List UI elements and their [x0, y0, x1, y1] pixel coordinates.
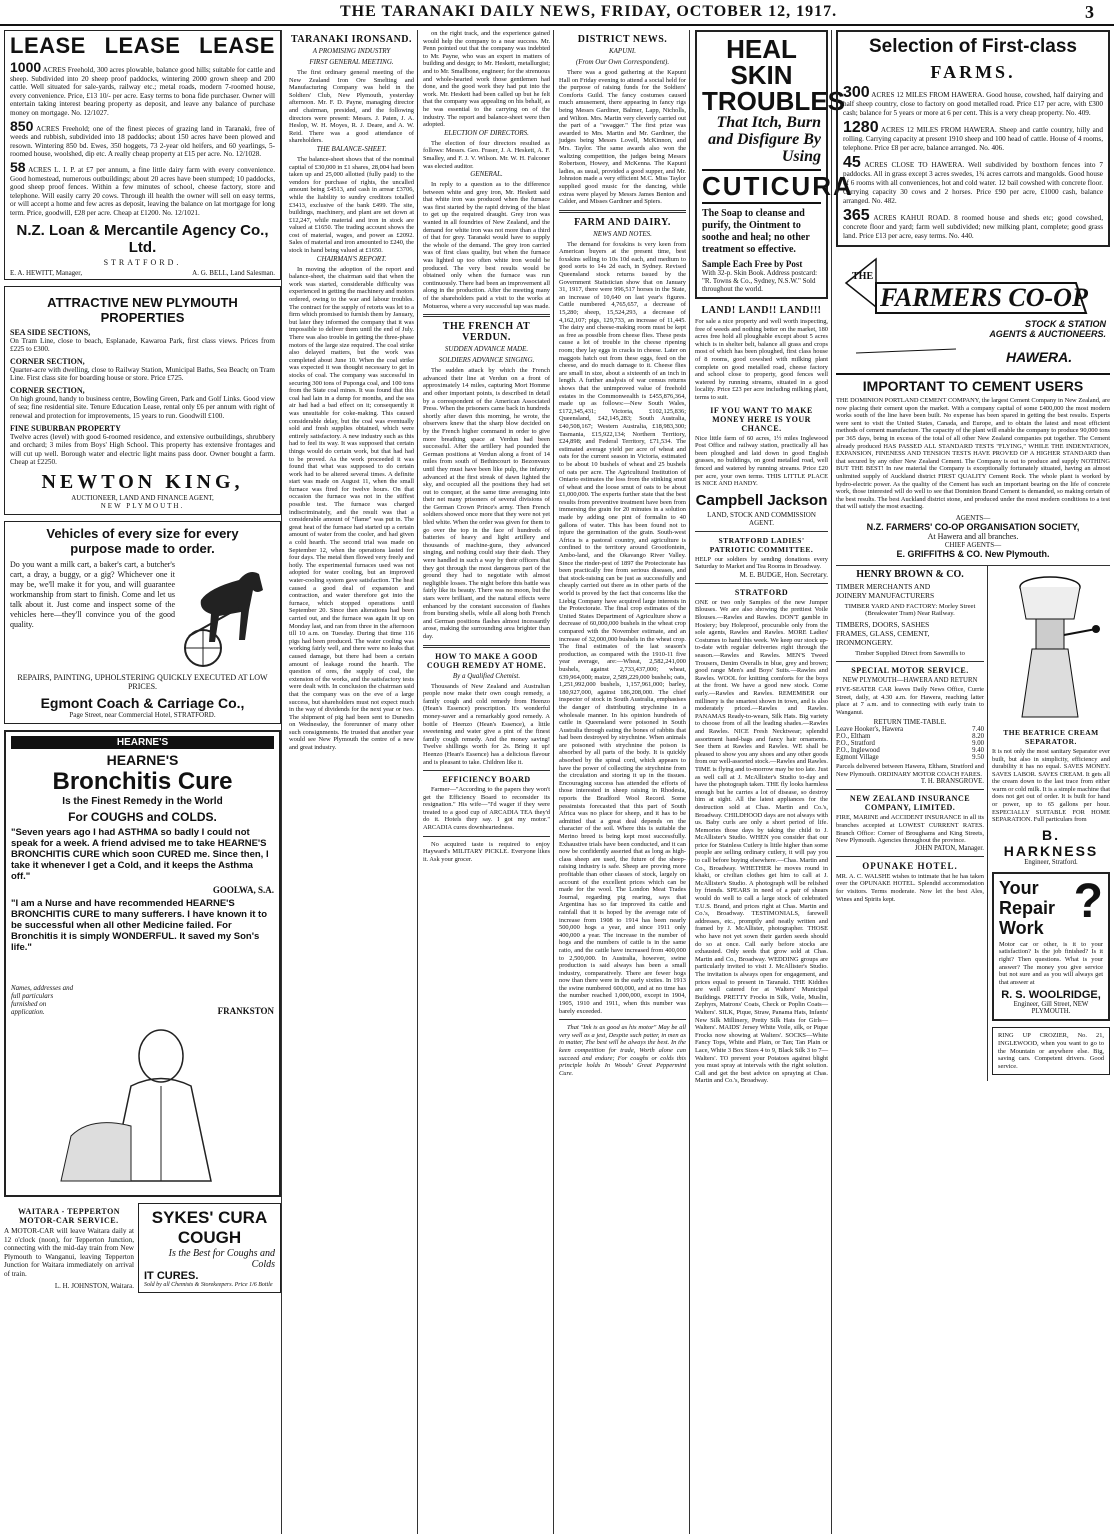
timetable-stop: P.O., Inglewood [836, 747, 880, 755]
motor-service-route: NEW PLYMOUTH—HAWERA AND RETURN [842, 676, 978, 684]
newton-king-name: NEWTON KING, [41, 471, 244, 494]
farm-description: ACRES 12 MILES FROM HAWERA. Sheep and cattle country, hilly and rolling. Carrying capacity at present 1910 sheep and 100 head of cattle. House of 4 rooms, telephone. Price £8 per acre, balance arranged. No. 406. [843, 126, 1103, 152]
hearnes-banner: HEARNE'S [11, 736, 274, 749]
article-subhead: SOLDIERS ADVANCE SINGING. [438, 356, 535, 365]
farm-listing [843, 119, 1103, 153]
ladies-committee-title: STRATFORD LADIES' PATRIOTIC COMMITTEE. [709, 535, 814, 554]
farm-acres: 1280 [843, 119, 879, 136]
col6-lower-right [988, 566, 1110, 1081]
ladies-committee-body: HELP our soldiers by sending donations every Saturday to Market and Tea Rooms in Broadway. [695, 555, 828, 571]
agency-name: N.Z. Loan & Mercantile Agency Co., Ltd. [16, 221, 269, 256]
waitara-advert [4, 1203, 134, 1293]
farm-listing [843, 154, 1103, 206]
lot-listing [10, 117, 275, 159]
farm-description: ACRES KAHUI ROAD. 8 roomed house and sheds etc; good cowshed, concrete floor and yard; farm well subdivided; new milking plant, complete; good grass land. Price £13 per acre, easy terms. No. 440. [843, 214, 1103, 240]
cart-horse-illustration [179, 560, 275, 670]
lot-description: ACRES Freehold; one of the finest pieces of grazing land in Taranaki, free of weeds and rubbish, subdivided into 18 paddocks; about 150 acres have been plowed and resown. Wintering 850 bd. Ewes, 350 hoggets, 73 2-year old heifers, and 60 yearlings, 5-roomed house, woolshed, dip etc. A really cheap property at £15 per acre. No. 12/1028. [10, 124, 275, 159]
opportunity-headline: IF YOU WANT TO MAKE MONEY HERE IS YOUR CHANCE. [710, 405, 813, 433]
farm-acres: 300 [843, 84, 870, 101]
column-3 [420, 30, 554, 1534]
property-section [10, 386, 275, 421]
new-plymouth-properties-advert [4, 286, 281, 516]
farm-listing [843, 207, 1103, 241]
sykes-tagline: Is the Best for Coughs and Colds [168, 1248, 275, 1271]
newton-king-title: AUCTIONEER, LAND AND FINANCE AGENT, [71, 494, 214, 503]
agency-manager: E. A. HEWITT, Manager, [10, 268, 83, 277]
article-paragraph: In reply to a question as to the difference between white and grey iron, Mr. Heskett said that white iron was produced when the furnace was first started by the rapid driving of the blast to get up the required draught. Grey iron was wanted in all foundries of New Zealand, and the demand for white iron was not more than a third of that for grey. Taranaki would have to supply the whole of the demand. The grey iron carried was of first class quality, but when the furnace was lighted up too often white iron would be produced. The very best results would be obtained only when the furnace was run continuously. There had been an improvement all along in the production. After the meeting many of the shareholders paid a visit to the works at Motueroa, where a very successful tap was made. [423, 181, 550, 310]
article-headline: TARANAKI IRONSAND. [290, 34, 413, 45]
timetable-time: 9.40 [972, 747, 984, 755]
timetable-time: 9.00 [972, 740, 984, 748]
lease-heading [10, 33, 275, 59]
ladies-committee-sign: M. E. BUDGE, Hon. Secretary. [739, 570, 828, 579]
timetable-row [836, 733, 984, 740]
coop-the: THE [852, 271, 874, 282]
cement-agents: AGENTS— [955, 513, 991, 522]
vehicles-advert [4, 521, 281, 724]
vehicles-title-line2: purpose made to order. [70, 541, 215, 557]
lot-description: ACRES L. I. P. at £7 per annum, a fine little dairy farm with every convenience. Good homestead, numerous outbuildings; about 20 acres have been stumped; 10 paddocks, good sheep proof fences. Within a few minutes of school, cheese factory, store and telephone. Will easily carry 20 cows. Through ill health the owner will sell on easy terms, or will accept a home and few acres as deposit, leaving the balance on lat mortgage for long term. Price, goodwill, £28 per acre. Cheap at £1200. No. 12/1021. [10, 165, 275, 217]
article-headline: THE FRENCH AT VERDUN. [442, 321, 531, 344]
article-subhead: A PROMISING INDUSTRY [312, 47, 391, 55]
lease-word: LEASE [104, 33, 181, 58]
lot-description: ACRES Freehold, 300 acres plowable, balance good hills; suitable for cattle and sheep. Subdivided into 20 sheep proof paddocks, wintering 2000 grown sheep and 200 cattle. Well situated for sale-yards, railway etc.; metal roads, modern 7-roomed house, every convenience. Price, £13 10/- per acre. Easy terms to bona fide purchaser. Owner will entertain taking interest bearing property as deposit, and leave any balance of purchase money on mortgage. No. 12/1027. [10, 66, 275, 117]
waitara-body: A MOTOR-CAR will leave Waitara daily at 12 o'clock (noon), for Tepperton Junction, connecting with the mid-day train from New Plymouth to Wanganui, leaving Tepperton Junction for Waitara immediately on arrival of train. [4, 1227, 134, 1278]
sykes-advert [138, 1203, 281, 1293]
cuticura-tagline: That Itch, Burn and Disfigure By Using [708, 114, 821, 165]
timetable-row [836, 726, 984, 733]
property-section [10, 328, 275, 354]
article-paragraph: The balance-sheet shows that of the nominal capital of £30,000 in £1 shares, 28,004 had been taken up and 25,000 allotted (fully paid) to the vendors for purchase of rights, the uncalled amount being £4513, and cash in arrear £3706, while the liability to sundry creditors totalled £3413, exclusive of the bank £499. The site, buildings, machinery, and plant are set down at £12,247, while material and iron in stock are valued at £1650. The trading account shows the cost of material, wages, and power as £2092. Sales of material and iron amounted to £240, the stock in hand being valued at £1650. [289, 155, 414, 255]
farms-subtitle: FARMS. [930, 62, 1016, 82]
lease-word: LEASE [10, 33, 86, 58]
testimonial-note: Names, addresses and full particulars furnished on application. [11, 984, 74, 1017]
article-subhead: FIRST GENERAL MEETING. [309, 58, 394, 66]
cuticura-sample: Sample Each Free by Post [702, 259, 803, 269]
farm-acres: 45 [843, 154, 861, 171]
timetable-row [836, 754, 984, 761]
farmers-coop-logo [836, 253, 1110, 373]
lot-acres: 850 [10, 117, 34, 134]
testimonial-place: FRANKSTON [217, 1006, 274, 1017]
campbell-jackson-name: Campbell Jackson [695, 491, 828, 509]
cuticura-brand: CUTICURA [702, 169, 821, 204]
beatrice-body: It is not only the most sanitary Separator ever built, but also in simplicity, efficiency and durability it has no equal. SAVES MONEY. SAVES LABOR. SAVES CREAM. It gets all the cream down to the last trace from either warm or cold milk. It is a simple machine that does not get out of order. It is built for hand or power, up to 65 gallons per hour. ESPECIALLY SUITABLE FOR HOME SEPARATION. Full particulars from [992, 747, 1110, 824]
land-headline: LAND! LAND!! LAND!!! [701, 305, 822, 316]
section-text: On Tram Line, close to beach, Esplanade, Kawaroa Park, first class views. Prices from £225 to £300. [10, 336, 275, 354]
article-paragraph: The demand for foxskins is very keen from American buyers at the present time, best foxskins selling to 10s 10d each, and medium to good sorts to 14s 2d each, in Sydney. Revised Queensland stock returns issued by the Government Statistician show that on January 31, 1917, there were 996,517 horses in the State, an increase of 10,640 on last year's figures. Cattle numbered 4,765,657, a decrease of 15,280; sheep, 15,524,293, a decrease of 4,162,107; pigs, 129,733, an increase of 11,445. The dairy and cheese-making room must be kept as free as possible from cheese flies. These pests cause a lot of trouble in the cheese ripening room; they lay eggs in cracks in cheese. Later on maggots hatch out from these eggs, feed on the cheese, and do much damage to it. Cheese flies are small in size, about a sixteenth of an inch in length. A further analysis of war census returns shows that the unimproved value of freehold estates in the Commonwealth is £455,876,364, made up as follows:—New South Wales, £172,345,431; Victoria, £102,125,836; Queensland, £42,145,283; South Australia, £40,508,167; Western Australia, £18,983,300; Tasmania, £15,922,134; Northern Territory, £24,898; and Federal Territory, £71,534. The estimated average yield per acre of wheat and oats for the current season in Victoria, estimated to be about 10 bushels of wheat and 25 bushels of oats per acre. The Agricultural Institution of Ontario estimates the loss from the stinking smut of wheat and the loose smut of oats to be about £1,000,000. The experts further state that the best results from preventive treatment have been from immersing the grain for 20 minutes in a solution made by adding one pint of formalin to 40 gallons of water. This has been found not to injure the germination of the grain. South-west Africa is a pastoral country, and agriculture is confined to the territory around Grootfontein, Ambo-land, and the Okavango River Valley. Since the rinder-pest of 1897 the Protectorate has been practically free from serious diseases, and that stock-raising can be just as successfully and cheaply carried out there as in other parts of the world is proved by the fact that concerns like the Liebig Company have acquired large interests in the Protectorate. The final crop estimates of the United States Department of Agriculture show a decrease of 60,000,000 bushels in the wheat crop compared with the November estimate, and an increase of 32,000,000 bushels in the wheat crop. The final estimates of the last season's production, as compared with the 1910-11 five year average, are:—Wheat, 2,582,241,000 bushels, against 2,733,437,000; wheat, 639,964,000; maize, 2,589,229,000 bushels; oats, 1,251,992,000 bushels, 1,157,961,000; barley, 180,927,000, against 186,208,000. The chief inspector of stock in South Australia, emphasises the danger of distributing strychnine in a wholesale manner. In his opinion hundreds of cattle in Queensland were poisoned in South Australia through eating the bones of rabbits that had been destroyed by strychnine. When animals are poisoned with strychnine the poison is absorbed by all parts of the body. It is quickly absorbed by the spinal cord, which appears to have the power of collecting the strychnine from the circulation and storing it up in the tissues. Encouraging success has attended the efforts of those interested in sheep raising in Rhodesia, reports the Bradford Wool Record. Some pessimists forecasted that this part of South Africa was no place for sheep, and it has to be admitted that a great deal depends on the character of the soil. Where this is suitable the Merino breed is being kept most successfully. Exhaustive trials have been conducted, and it can now be confidently asserted that as long as high-class sheep are used, the future of the sheep-raising industry is safe. Sheep are proving more profitable than other classes of stock, largely on account of the excellent prices which can be made for the wool. The London Meat Trades Journal, regarding pig rearing, says that Argentina has so far improved its cattle and rainfall that it is hoped by the average rate of increase from 1908 to 1914 has been nearly 500,000 hogs a year, and since 1911 only 400,000 a year. The increase in the number of hogs and the numbers of cattle is in the same ratio, and the cattle have increased from 400,000 to 2,500,000. In Australia, however, swine production is said always has been a small industry, comparatively. There are fewer hogs now than there were in the early sixties. In 1913 the swine numbered 600,000, and at no time has the number reached 1,000,000, except in 1904, 1905, 1910 and 1911, when this number was barely exceeded. [559, 240, 686, 1015]
timetable-time: 7.40 [972, 726, 984, 734]
sykes-cures: IT CURES. [144, 1270, 199, 1283]
harkness-name: B. HARKNESS [1003, 826, 1099, 859]
section-heading: CORNER SECTION, [10, 356, 85, 366]
egmont-coach-name: Egmont Coach & Carriage Co., [40, 695, 245, 712]
motor-service-sign: T. H. BRANSGROVE. [920, 778, 984, 786]
henry-brown-goods: FRAMES, GLASS, CEMENT, [836, 628, 930, 638]
cuticura-address: With 32-p. Skin Book. Address postcard: "R. Towns & Co., Sydney, N.S.W." Sold throughout the world. [702, 269, 818, 293]
lease-advert [4, 30, 281, 280]
opunake-body: MR. A. C. WALSHE wishes to intimate that he has taken over the OPUNAKE HOTEL. Splendid accommodation for visitors. Terms moderate. Now let the best Ales, Wines and Spirits kept. [836, 872, 984, 903]
cement-branches: At Hawera and all branches. [927, 531, 1019, 541]
cream-separator-illustration [992, 569, 1108, 719]
column-4 [556, 30, 690, 1534]
col1-bottom-row [4, 1203, 281, 1293]
col6-lower-left [836, 566, 988, 1081]
farm-description: ACRES CLOSE TO HAWERA. Well subdivided by boxthorn fences into 7 paddocks. All in grass except 3 acres swedes, 1¾ acres carrots and mangolds. Good house of 6 rooms with all conveniences, hot and cold water. 12 bail cowshed with concrete floor. Carrying capacity 30 cows and 2 horses. Price £90 per acre, £1000 cash, balance arranged. No. 482. [843, 161, 1103, 205]
egmont-address: Page Street, near Commercial Hotel, STRATFORD. [69, 711, 216, 720]
campbell-jackson-sub: LAND, STOCK AND COMMISSION AGENT. [707, 510, 816, 527]
timetable-title: RETURN TIME-TABLE. [873, 718, 947, 727]
farms-title: Selection of First-class [868, 36, 1077, 57]
waitara-title: WAITARA - TEPPERTON MOTOR-CAR SERVICE. [17, 1207, 121, 1226]
hearnes-for: For COUGHS and COLDS. [68, 810, 217, 825]
nz-insurance-title: NEW ZEALAND INSURANCE COMPANY, LIMITED. [849, 794, 971, 813]
repair-sub: Engineer, Gill Street, NEW PLYMOUTH. [1013, 1001, 1089, 1016]
timetable-row [836, 740, 984, 747]
vehicles-title: Vehicles of every size for every [46, 526, 239, 542]
timetable-time: 8.20 [972, 733, 984, 741]
henry-brown-goods: IRONMONGERY. [836, 637, 893, 647]
article-paragraph: The first ordinary general meeting of the New Zealand Iron Ore Smelting and Manufacturing Company was held in the Soldiers' Club, New Plymouth, yesterday afternoon. Mr. F. D. Payne, managing director and chairman, presided, and the following directors were present: Messrs. J. Paten, J. A. Heslop, W. H. Moyes, R. J. Deare, and A. W. Reid. There was a good attendance of shareholders. [289, 69, 414, 145]
opportunity-body: Nice little farm of 60 acres, 1½ miles Inglewood Post Office and railway station, practically all has been ploughed and laid down in good English grasses, no buildings, on good metalled road, well fenced and watered by running streams. Price £20 per acre, your own terms. THIS LITTLE PLACE IS NICE AND HANDY. [695, 434, 828, 488]
page-number: 3 [1085, 2, 1094, 22]
article-byline: (From Our Own Correspondent). [575, 58, 670, 66]
agency-town: STRATFORD. [103, 257, 182, 267]
properties-title: ATTRACTIVE NEW PLYMOUTH PROPERTIES [47, 294, 238, 325]
timetable [836, 726, 984, 761]
cement-society: N.Z. FARMERS' CO-OP ORGANISATION SOCIETY, [866, 521, 1080, 532]
article-paragraph: In moving the adoption of the report and balance-sheet, the chairman said that when the work was started, considerable difficulty was experienced in getting the machinery and motors ordered, owing to the war and labour troubles. The contract for the supply of retorts was let to a firm which promised to furnish them by January, but later they informed the company that it was impossible to deliver them until the end of July. There was also trouble in getting the three-phase motors of the large size required. The coal strike also delayed matters, but the work was completed about June 10. When the coal strike was expected it was thought necessary to get in stocks of coal. The company was successful in securing 300 tons of Puponga coal, and 100 tons from the State coal mines. It was found that this coal had lain in a dump for months, and the sea air had had a bad effect on it; consequently it was unsuitable for coke-making. This caused considerable delay, but the coal was eventually sold and fresh supplies obtained, which were entirely satisfactory. A new industry such as this had to feel its way. It was supposed that certain things would do certain work, but that had had to be proved. As the work proceeded it was found that what was supposed to do certain work had to be altered several times. A definite start was made on August 11, when the small furnace was fired for twelve hours. On that occasion the furnace was not in the stiffest possible test. The furnace was charged indiscriminately, and the result was that a considerable amount of "flame" was put in. The great heat of the furnace had started up a certain amount of water from the cooler, and had given a cold hearth. The second trial was made on September 12, when the operations lasted for four days. The metal then flowed very freely and hotly. The experimental furnaces used was not adopted for water cooling, but an improved water-cooling system gave satisfaction. The heat caused a good deal of expansion and contraction, and water therefore got into the furnace, which stopped operations until September 20. Since then alterations had been carried out, and the furnace was again lit up on Monday last, and ran from three in the afternoon till 10 a.m. on Tuesday. During that time 116 pigs had been produced. The water cooling was working fairly well, and there were no leaks that caused damage, but there had been a certain amount of leakage round the hearth. The question of ores, the supply of coal, the extension of the works, and the satisfactory tests were dealt with. In conclusion the chairman said that the company was on the eve of a large success, but shareholders must not expect much in the way of dividends for the next year or two. The shipment of pig had been sent to Dunedin on Wednesday, the forerunner of many other such consignments. He trusted that another year would see New Plymouth the centre of a new and great industry. [289, 265, 414, 752]
article-paragraph: Farmer—"According to the papers they won't get the Efficiency Board to reconsider its resignation." His wife—"I'd wager if they were treated to a good cup of ARCADIA TEA they'd do it. Hotels they say. I got my motor." ARCADIA cures downheartedness. [423, 786, 550, 832]
cuticura-headline: TROUBLES [702, 86, 845, 116]
cement-title: IMPORTANT TO CEMENT USERS [862, 378, 1084, 394]
vehicles-repairs: REPAIRS, PAINTING, UPHOLSTERING QUICKLY EXECUTED AT LOW PRICES. [17, 673, 268, 692]
land-body: For sale a nice property and well worth inspecting, free of weeds and nothing better on the market, 180 acres free hold all ploughable except about 5 acres which is in shelter belt, balance all grass and crops most of which has been ploughed, first class house of 8 rooms, good cowshed with milking plant complete on good metalled road, cheese factory and school close to property, good fences well watered by running streams, situated in a good locality. Price £23 per acre including milking plant, terms to suit. [695, 318, 828, 401]
article-paragraph: No acquired taste is required to enjoy Hayward's MILITARY PICKLE. Everyone likes it. Ask your grocer. [423, 840, 550, 863]
article-byline: By a Qualified Chemist. [452, 671, 521, 680]
masthead [0, 0, 1114, 26]
nz-insurance-sign: JOHN PATON, Manager. [914, 844, 984, 852]
harkness-sub: Engineer, Stratford. [1024, 858, 1078, 866]
article-subhead: THE BALANCE-SHEET. [316, 144, 387, 153]
property-section [10, 357, 275, 383]
section-heading: SEA SIDE SECTIONS, [10, 327, 91, 337]
article-subhead: ELECTION OF DIRECTORS. [444, 128, 529, 137]
henry-brown-supplied: Timber Supplied Direct from Sawmills to [855, 649, 965, 657]
crozier-body: RING UP CROZIER, No. 21, INGLEWOOD, when you want to go to the Mountain or anywhere else. Big, saving cars. Competent drivers. Good service. [998, 1032, 1104, 1070]
article-subhead: GENERAL. [470, 170, 503, 179]
article-paragraph: There was a good gathering at the Kapuni Hall on Friday evening to attend a social held for the purpose of raising funds for the Soldiers' Comforts Guild. The fancy costumes caused much amusement, there appearing in fancy rigs being Messrs Gardiner, Balmer, Lapp, Nicholls, and Wilton. Mrs. Martin very cleverly carried out the part of a "swagger." The first prize was awarded to Mrs. Martin and Mr. Gardiner, the judges being Messrs Lovell, McKinnon, and Mrs. Taylor. The same awards also won the waltzing competition, the judges being Messrs Robertson, Howey, and McKenna. The Kapuni ladies, as usual, provided a good supper, and Mr. Johnston made a very efficient M.C. Miss Taylor supplied good music for the dancing, while extras were played by Messrs James Benton and Calder, and Misses Gardiner and Spiers. [559, 69, 686, 206]
timetable-stop: P.O., Eltham [836, 733, 871, 741]
farm-listing [843, 84, 1103, 118]
column-6 [836, 30, 1110, 1534]
coop-sub: STOCK & STATION AGENTS & AUCTIONEERS. [989, 319, 1106, 339]
article-paragraph: Thousands of New Zealand and Australian people now make their own cough remedy, a family cough and cold remedy from Heenzo (Hean's Essence) prescription. It's wonderful money-saver and a remarkably good remedy. A bottle of Heenzo (Hean's Essence), a little sweetening and water give a pint of the finest family cough remedy. And the money saving! Twelve shillings worth for 2s. Bring it up! Heenzo (Hean's Essence) has a delicious flavour and is pleasant to take. Children like it. [423, 682, 550, 766]
coop-town: HAWERA. [1006, 349, 1073, 365]
stratford-notices: ONE or two only Samples of the new Jumper Blouses. We are also showing the prettiest Voile Blouses.—Rawles and Rawles. DON'T gamble in Hosiery; buy Holeproof, procurable only from the sole agents, Rawles and Rawles. MORE Ladies' Costumes to hand this week. We keep our stock up-to-date with regular deliveries right through the season.—Rawles and Rawles. MEN'S Tweed Trousers, Denim Overalls in blue, grey and brown; good range Men's and Boys' Suits.—Rawles and Rawles. WOOL for knitting comforts for the boys at the front. We have a good new stock. Come early.—Rawles and Rawles. REMEMBER our millinery is the smartest shown in town, and is also moderately priced.—Rawles and Rawles. PANAMAS Ready-to-wears, Silk Hats. Big variety to choose from of all the leading shades.—Rawles and Rawles. NICE Fresh Necktwear; splendid assortment hand-bags and fancy hair ornaments. See them at Rawles and Rawles. WE shall be pleased to show you any shoes and any other goods from our well-assorted stock.—Rawles and Rawles. TIME is flying and to-morrow may be too late. Just as well call at J. McAllister's Studio to-day and have the photograph taken. THE fly looks harmless enough but he carries a lot of disease, so destroy him at sight. All the latest appliances for the destruction sold at Chas. Martin and Co.'s, Broadway. CHILDHOOD days are not always with us. Baby curls are only a short period of life. Memories those days by taking the child to J. McAllister's Studio. WHEN you consider that our price for Stainless Cutlery is little higher than some people are selling ordinary cutlery, it will pay you to call before buying elsewhere.—Chas. Martin and Co., Broadway. WHETHER he moves round in khaki, or civilian clothes get him to call at J. McAllister's Studio. A photograph will be relished by friends. SPEARS in need of a pair of shears would do well to call a large stock of celebrated T.U.S. Brand, and prices right at Chas. Martin and Co.'s, Broadway. TESTIMONIALS, farewell addresses, etc., promptly and neatly written and framed by J. McAllister, photographer. THOSE who have not yet sown their garden seeds should do so at once. Call early before stocks are exhausted. Only seeds that grow sold at Chas. Martin and Co., Broadway. WEDDING groups are particularly invited to visit J. McAllister's Studio. The invitation is always open for engagement, and prices equal to present in Taranaki. THE Kiddies are well catered for at Walters' Municipal Buildings. PRETTY Frocks in Silk, Voile, Muslin, Zephyrs, Matrons' Coats, Check or Poplin Coats—Walters'. SILK, Pique, Straw, Panama Hats, Infants' New Silk Millinery, Pretty Silk Hats for Girls—Walters'. MAIDS' Jersey White Voile, silk, or Pique Frocks now showing at Walters'. SOCKS—White Fancy Tops, White and Plain, or Tan; Tan Plain or Lace, White 3 Box Sizes 4 to 9, Black Silk 3 to 7—Walters'. TO prevent your Potatoes against blight you must spray at intervals with the right solution. Call and get the best advice on spraying at Chas. Martin and Co.'s, Broadway. [695, 598, 828, 1085]
nz-insurance-body: FIRE, MARINE and ACCIDENT INSURANCE in all its branches accepted at LOWEST CURRENT RATES. Branch Office: Corner of Broughams and King Streets, New Plymouth. Agencies throughout the province. [836, 814, 984, 845]
article-subhead: SUDDEN ADVANCE MADE. [444, 345, 529, 354]
bronchitis-cure-title: Bronchitis Cure [52, 768, 233, 796]
article-headline: FARM AND DAIRY. [574, 216, 671, 228]
newspaper-title: THE TARANAKI DAILY NEWS, FRIDAY, OCTOBER 12, 1917. [340, 3, 838, 20]
lease-word: LEASE [199, 33, 275, 58]
section-text: Twelve acres (level) with good 6-roomed residence, and extensive outbuildings, shrubbery and orchard; 3 miles from Boys' High School. This property has extensive frontages and will cut up well. Borough water and electric light mains pass door. Owner bought a farm. Cheap at £2250. [10, 432, 275, 467]
article-headline: HOW TO MAKE A GOOD COUGH REMEDY AT HOME. [426, 651, 547, 670]
testimonial-place: GOOLWA, S.A. [212, 885, 274, 896]
col6-lower [836, 565, 1110, 1081]
coop-name: FARMERS CO-OP [880, 283, 1088, 312]
cuticura-headline: HEAL SKIN [726, 34, 797, 90]
motor-service-title: SPECIAL MOTOR SERVICE. [851, 665, 969, 675]
henry-brown-line: JOINERY MANUFACTURERS [836, 590, 935, 600]
lot-listing [10, 158, 275, 218]
article-paragraph: The election of four directors resulted as follows: Messrs. Geo. Fraser, J. A. Heskett, A. F. Smalley, and F. J. V. Wilson. Mr. W. H. Falconer was elected auditor. [423, 139, 550, 170]
property-section [10, 424, 275, 467]
hearnes-name: HEARNE'S [106, 752, 179, 769]
henry-brown-advert [836, 569, 984, 657]
opunake-title: OPUNAKE HOTEL. [862, 860, 958, 871]
article-paragraph: The sudden attack by which the French advanced their line at Verdun on a front of approximately 14 miles, capturing Mort Homme and other important points, is described in detail by a correspondent of the American Associated Press. When the prisoners came back in hundreds shortly after dawn this morning, he wrote, the observers knew that the sharp blow decided on by the French higher command in order to give more breathing space at Verdun had been successful. After the artillery had pounded the German positions at Verdun along a front of 14 miles from south of Bethincourt to Bezonvaux until they must have been like pulp, the infantry advanced at the first streak of dawn lighted the sky, and occupied all the positions they had set out to conquer, at the same time averaging into their net many prisoners of several divisions of the German Crown Prince's army. Then French soldiers showed once more that they were not yet bled white. When the order was given for them to go over the top in the face of hundreds of batteries of heavy and light artillery and thousands of machine-guns, they advanced singing, and nothing could stay their dash. They were handled in such a way by their officers that they got through the most dangerous part of the ground they had to negotiate with almost negligible losses. The night before this battle was fairly like its beauty. There was no moon, but the stars were brilliant, and the natural effects were enhanced by the constant succession of flashes from bursting shells, while all along both French and German positions flashes almost incessantly arose, making the surrounding area brighter than day. [423, 367, 550, 640]
henry-brown-yard: TIMBER YARD AND FACTORY: Morley Street (Breakwater Tram) Near Railway. [844, 602, 976, 617]
agency-salesman: A. G. BELL, Land Salesman. [192, 268, 275, 277]
sykes-price: Sold by all Chemists & Storekeepers. Price 1/6 Bottle [144, 1282, 273, 1289]
lot-listing [10, 59, 275, 118]
cuticura-copy: The Soap to cleanse and purify, the Ointment to soothe and heal; no other treatment so effective. [702, 208, 810, 255]
repair-name: R. S. WOOLRIDGE, [1001, 989, 1101, 1002]
cement-body: THE DOMINION PORTLAND CEMENT COMPANY, the largest Cement Company in New Zealand, are now placing their cement upon the market. With a company capital of some £400,000 the most modern works south of the line have been built. No expense has been spared in getting the best results. Experts were sent to visit the United States, Canada, and Europe, and to obtain the latest and most efficient methods of cement manufacture. The capacity of the plant will enable the company to produce 90,000 tons per 365 days, being in excess of the total of all other New Zealand companies put together. The Cement already produced HAS PASSED ALL STANDARD TESTS "FLYING," WHILE THE INDENTATION, EXPANSION, FINENESS AND TENSION TESTS HAVE PROVED OF A HIGHER STANDARD than that secured by any other New Zealand Cement. The Company is out to produce and supply NOTHING BUT THE BEST! In raw material the Company is exceptionally fortunately situated, having an almost unlimited supply of Auckland district FIRST QUALITY Cement Rock. The whole plant is worked by hydro-electric power. As the quality of the Cement has such an important bearing on the life of concrete work, those interested will do well to see that Dominion Brand Cement is demanded, so making certain of the best results. The best Auckland district stone, and produced under the most modern conditions to a test that will satisfy the most exacting. [836, 397, 1110, 511]
repair-title: Your Repair Work [999, 877, 1056, 938]
lot-acres: 1000 [10, 59, 42, 75]
timetable-time: 9.50 [972, 754, 984, 762]
waitara-sign: L. H. JOHNSTON, Waitara. [54, 1281, 134, 1290]
section-text: On high ground, handy to business centre, Bowling Green, Park and Golf Links. Good view of sea; fine residential site. Tenure Education Lease, rental only £6 per annum with right of renewal and protection for improvements, 15 years to run. Goodwill £100. [10, 394, 275, 421]
testimonial-quote: "Seven years ago I had ASTHMA so badly I could not speak for a week. A friend advised me to take HEARNE'S BRONCHITIS CURE which soon CURED me. Since then, I take it whenever I get a Cold, and it keeps the Asthma off." [11, 827, 269, 883]
section-heading: FINE SUBURBAN PROPERTY [10, 423, 121, 433]
motor-service-body: FIVE-SEATER CAR leaves Daily News Office, Currie Street, daily, at 4.30 a.m. for Hawera, reaching latter place at 7 a.m. and to connecting with early train to Wanganui. [836, 685, 984, 716]
testimonial-quote: "I am a Nurse and have recommended HEARNE'S BRONCHITIS CURE to many sufferers. I have known it to be successful when all other Medicine failed. For Bronchitis it is simply WONDERFUL. It saved my Son's life." [11, 898, 268, 954]
henry-brown-name: HENRY BROWN & CO. [856, 568, 964, 580]
timetable-stop: Leave Hooker's, Hawera [836, 726, 904, 734]
cement-chief: CHIEF AGENTS— [944, 540, 1002, 549]
timetable-stop: Egmont Village [836, 754, 879, 762]
section-heading: CORNER SECTION, [10, 385, 85, 395]
question-mark-icon: ? [1073, 874, 1103, 928]
article-subhead: CHAIRMAN'S REPORT. [316, 254, 387, 263]
column-2 [286, 30, 418, 1534]
lot-acres: 58 [10, 158, 26, 175]
sykes-title: SYKES' CURA COUGH [151, 1208, 268, 1248]
farm-acres: 365 [843, 207, 870, 224]
hearnes-tagline: Is the Finest Remedy in the World [62, 796, 223, 808]
agency-staff [10, 269, 275, 277]
vehicles-body: Do you want a milk cart, a baker's cart, a butcher's cart, a dray, a buggy, or a gig? Whichever one it may be, we'll make it for you, and will guarantee workmanship from start to finish. Come and let us talk about it. Just come and inspect some of the vehicles here—they'll convince you of the good quality. [10, 560, 175, 630]
beatrice-title: THE BEATRICE CREAM SEPARATOR. [1003, 727, 1099, 746]
article-headline: DISTRICT NEWS. [577, 34, 668, 45]
hearnes-advert [4, 730, 281, 1197]
article-headline: EFFICIENCY BOARD [442, 775, 531, 785]
timetable-row [836, 747, 984, 754]
cement-advert [836, 373, 1110, 559]
cement-griffiths: E. GRIFFITHS & CO. New Plymouth. [896, 548, 1050, 559]
crozier-advert [992, 1027, 1110, 1075]
timetable-stop: P.O., Stratford [836, 740, 875, 748]
article-verse: That "Ink is as good as his motor" May be all very well as a jest, Despite such patter, in men as in matter, The best will be always the best. In the keen competition for trade, Worth alone can succeed and endure; For coughs or colds this principle holds In Woods' Great Peppermint Cure. [559, 1024, 686, 1077]
article-paragraph: on the right track, and the experience gained would help the company to a near success. Mr. Penn pointed out that the company was indebted to Mr. Payne, who was an expert in matters of building and design; to Mr. Heskett, metallurgist; and to Mr. Smallbone, engineer; for the strenuous and whole-hearted work those gentlemen had done, and the good work they had put into the work. Mr. Heskett had been called up but he felt that the company was appealing on his behalf, as he was essential to the carrying on of the industry. The report and balance-sheet were then adopted. [423, 30, 550, 129]
article-subhead: NEWS AND NOTES. [593, 229, 652, 238]
repair-body: Motor car or other, is it to your satisfaction? Is the job finished? Is it right? Then questions. What is your answer? The money you give service but not sure and as you will always get that answer at [999, 940, 1103, 986]
motor-service-footer: Parcels delivered between Hawera, Eltham, Stratford and New Plymouth. ORDINARY MOTOR COACH FARES. [836, 763, 984, 778]
henry-brown-line: TIMBER MERCHANTS AND [836, 581, 931, 591]
article-subhead: KAPUNI. [608, 47, 637, 55]
newton-king-town: NEW PLYMOUTH. [100, 502, 185, 511]
section-text: Quarter-acre with dwelling, close to Railway Station, Municipal Baths, Sea Beach; on Tram Line. First class site for boarding house or store. Price £725. [10, 365, 275, 383]
farm-description: ACRES 12 MILES FROM HAWERA. Good house, cowshed, half dairying and half sheep country, close to factory on good metalled road. Price £17 per acre, with £300 cash; balance for 5 years or more at 6 per cent. This is a very cheap property. No. 409. [843, 91, 1103, 117]
farms-advert [836, 30, 1110, 247]
nurse-illustration [11, 1016, 271, 1186]
column-1 [4, 30, 282, 1534]
henry-brown-goods: TIMBERS, DOORS, SASHES [836, 619, 930, 629]
repair-work-advert [992, 872, 1110, 1022]
stratford-heading: STRATFORD [734, 587, 789, 597]
